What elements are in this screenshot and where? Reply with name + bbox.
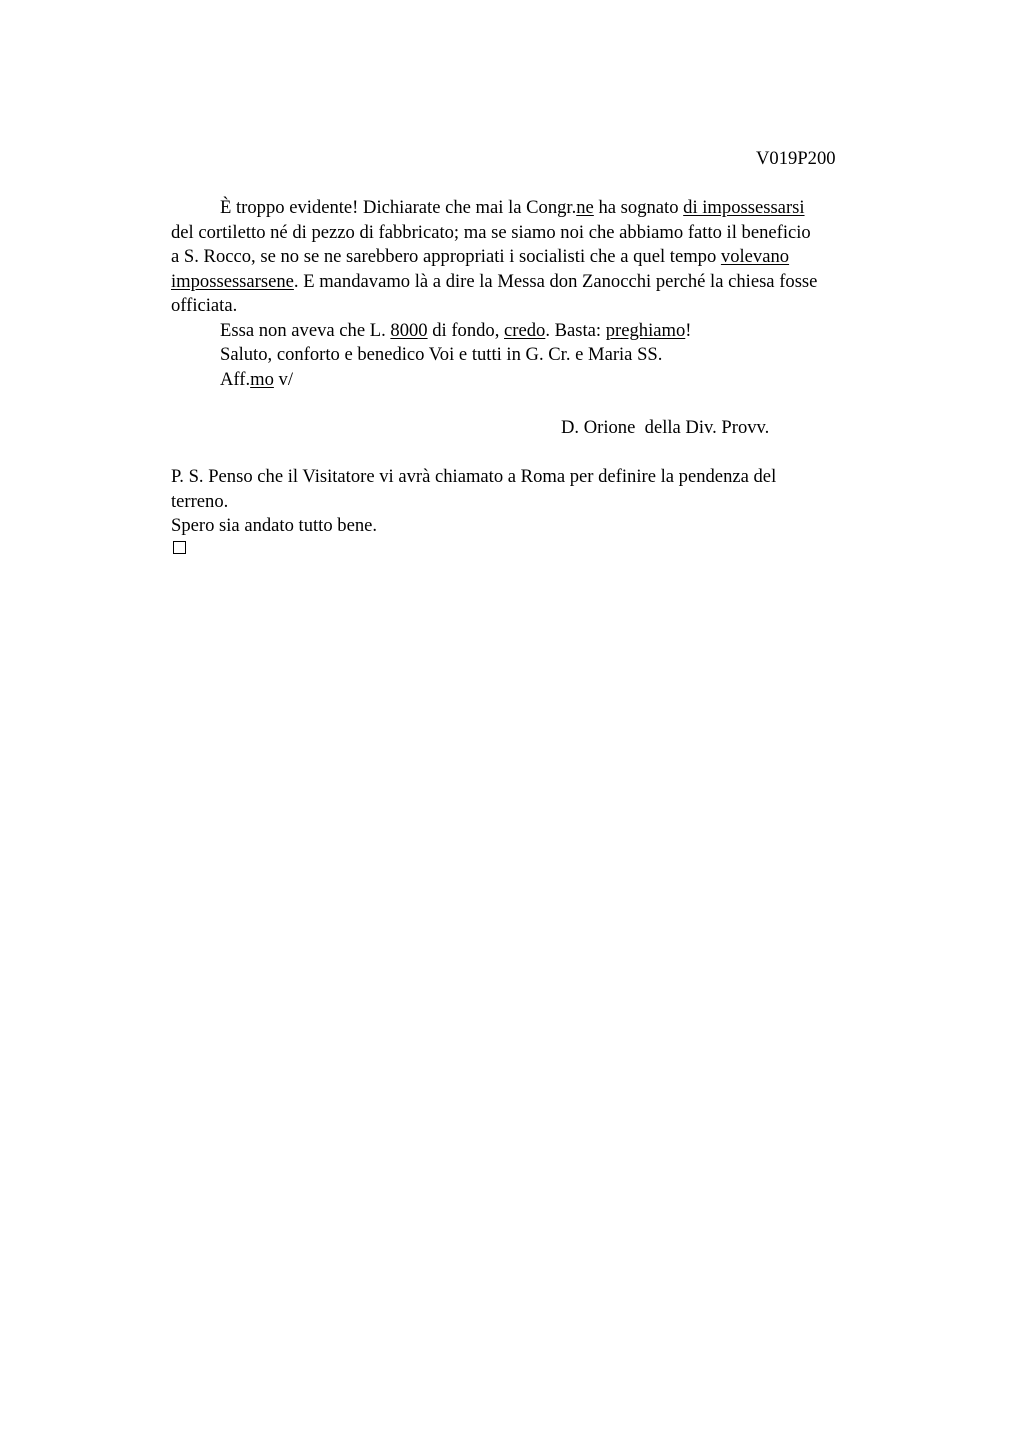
- underlined-text: volevano: [720, 246, 790, 267]
- paragraph-1-line-5: officiata.: [171, 295, 238, 316]
- paragraph-2: Essa non aveva che L. 8000 di fondo, credo. Basta: preghiamo!: [220, 319, 692, 341]
- closing: Aff.mo v/: [220, 368, 294, 390]
- letter-body: [171, 196, 891, 392]
- underlined-text: impossessarsene: [171, 270, 294, 292]
- paragraph-3: Saluto, conforto e benedico Voi e tutti in G. Cr. e Maria SS.: [220, 344, 663, 365]
- postscript-line-3: Spero sia andato tutto bene.: [171, 515, 378, 536]
- paragraph-1-line-3: a S. Rocco, se no se ne sarebbero appropriati i socialisti che a quel tempo volevano: [171, 246, 790, 267]
- paragraph-1-line-1: È troppo evidente! Dichiarate che mai la Congr.ne ha sognato di impossessarsi: [220, 197, 805, 218]
- underlined-text: credo: [504, 319, 546, 341]
- page-reference: V019P200: [756, 148, 836, 169]
- underlined-text: di impossessarsi: [683, 197, 805, 218]
- postscript-line-1: P. S. Penso che il Visitatore vi avrà chiamato a Roma per definire la pendenza del: [171, 466, 777, 487]
- postscript-line-2: terreno.: [171, 490, 229, 512]
- square-box-icon: [173, 541, 186, 554]
- underlined-text: preghiamo: [605, 319, 686, 341]
- postscript: [171, 465, 891, 539]
- underlined-text: mo: [250, 368, 274, 390]
- underlined-text: 8000: [390, 319, 428, 341]
- signature: D. Orione della Div. Provv.: [561, 417, 770, 438]
- paragraph-1-line-2: del cortiletto né di pezzo di fabbricato; ma se siamo noi che abbiamo fatto il beneficio: [171, 221, 811, 243]
- paragraph-1-line-4: impossessarsene. E mandavamo là a dire la Messa don Zanocchi perché la chiesa fosse: [171, 270, 818, 292]
- underlined-text: ne: [576, 197, 594, 218]
